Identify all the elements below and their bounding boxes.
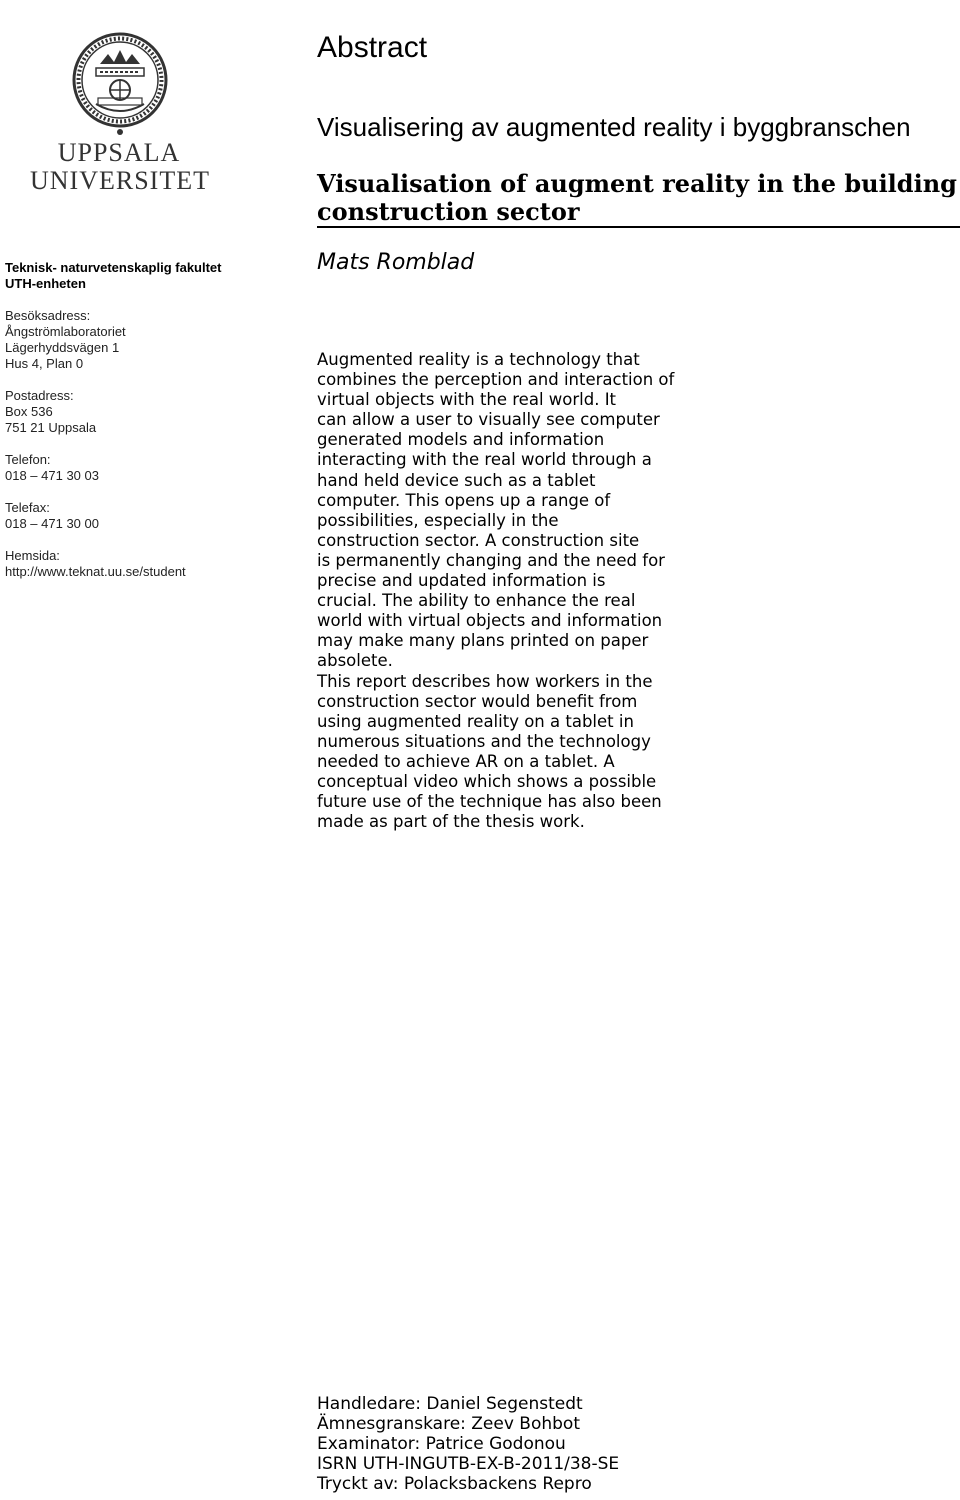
university-logo xyxy=(30,28,208,228)
title-english-line: Visualisation of augment reality in the building xyxy=(317,169,957,198)
faculty-name: Teknisk- naturvetenskaplig fakultet xyxy=(5,260,222,275)
abstract-text xyxy=(317,350,717,832)
visit-address-line: Hus 4, Plan 0 xyxy=(5,356,84,371)
main-content xyxy=(317,0,960,1500)
faculty-unit: UTH-enheten xyxy=(5,276,86,291)
abstract-line: hand held device such as a tablet xyxy=(317,470,596,490)
visit-address-line: Lägerhyddsvägen 1 xyxy=(5,340,120,355)
abstract-line: interacting with the real world through a xyxy=(317,450,652,470)
fax-number: 018 – 471 30 00 xyxy=(5,516,99,531)
postal-address-line: 751 21 Uppsala xyxy=(5,420,97,435)
abstract-line: virtual objects with the real world. It xyxy=(317,390,617,410)
abstract-line: world with virtual objects and information xyxy=(317,611,663,631)
abstract-line: crucial. The ability to enhance the real xyxy=(317,591,636,611)
website-label: Hemsida: xyxy=(5,548,60,563)
supervisor: Handledare: Daniel Segenstedt xyxy=(317,1394,583,1414)
abstract-line: future use of the technique has also been xyxy=(317,792,662,812)
postal-address-line: Box 536 xyxy=(5,404,53,419)
phone-label: Telefon: xyxy=(5,452,51,467)
author-name: Mats Romblad xyxy=(317,250,475,275)
abstract-line: needed to achieve AR on a tablet. A xyxy=(317,751,615,771)
abstract-line: absolete. xyxy=(317,651,393,671)
examiner: Examinator: Patrice Godonou xyxy=(317,1434,566,1454)
abstract-line: precise and updated information is xyxy=(317,571,606,591)
fax-label: Telefax: xyxy=(5,500,50,515)
abstract-line: using augmented reality on a tablet in xyxy=(317,711,634,731)
visit-address-label: Besöksadress: xyxy=(5,308,91,323)
title-swedish: Visualisering av augmented reality i byggbranschen xyxy=(317,112,911,142)
subject-reviewer: Ämnesgranskare: Zeev Bohbot xyxy=(317,1414,581,1434)
sidebar xyxy=(0,0,240,1500)
abstract-line: numerous situations and the technology xyxy=(317,731,651,751)
printer: Tryckt av: Polacksbackens Repro xyxy=(317,1474,592,1494)
abstract-line: This report describes how workers in the xyxy=(317,671,653,691)
visit-address-line: Ångströmlaboratoriet xyxy=(5,324,126,339)
university-seal-icon xyxy=(70,28,170,140)
abstract-line: can allow a user to visually see computer xyxy=(317,410,660,430)
contact-info xyxy=(5,260,235,596)
abstract-line: computer. This opens up a range of xyxy=(317,490,611,510)
title-divider xyxy=(317,226,960,228)
postal-address-label: Postadress: xyxy=(5,388,74,403)
abstract-line: made as part of the thesis work. xyxy=(317,812,585,832)
page-heading: Abstract xyxy=(317,31,428,64)
logo-line-1: UPPSALA xyxy=(57,138,181,167)
abstract-line: construction sector would benefit from xyxy=(317,691,638,711)
title-english xyxy=(317,170,960,226)
phone-number: 018 – 471 30 03 xyxy=(5,468,99,483)
thesis-credits xyxy=(317,1394,619,1494)
isrn-number: ISRN UTH-INGUTB-EX-B-2011/38-SE xyxy=(317,1454,620,1474)
abstract-line: Augmented reality is a technology that xyxy=(317,350,640,369)
title-english-line: construction sector xyxy=(317,197,580,226)
abstract-line: may make many plans printed on paper xyxy=(317,631,649,651)
logo-line-2: UNIVERSITET xyxy=(30,166,210,195)
abstract-line: is permanently changing and the need for xyxy=(317,550,665,570)
abstract-line: combines the perception and interaction of xyxy=(317,370,675,390)
abstract-line: possibilities, especially in the xyxy=(317,510,559,530)
abstract-line: construction sector. A construction site xyxy=(317,530,640,550)
abstract-line: conceptual video which shows a possible xyxy=(317,771,657,791)
website-link[interactable]: http://www.teknat.uu.se/student xyxy=(5,564,186,579)
abstract-line: generated models and information xyxy=(317,430,605,450)
